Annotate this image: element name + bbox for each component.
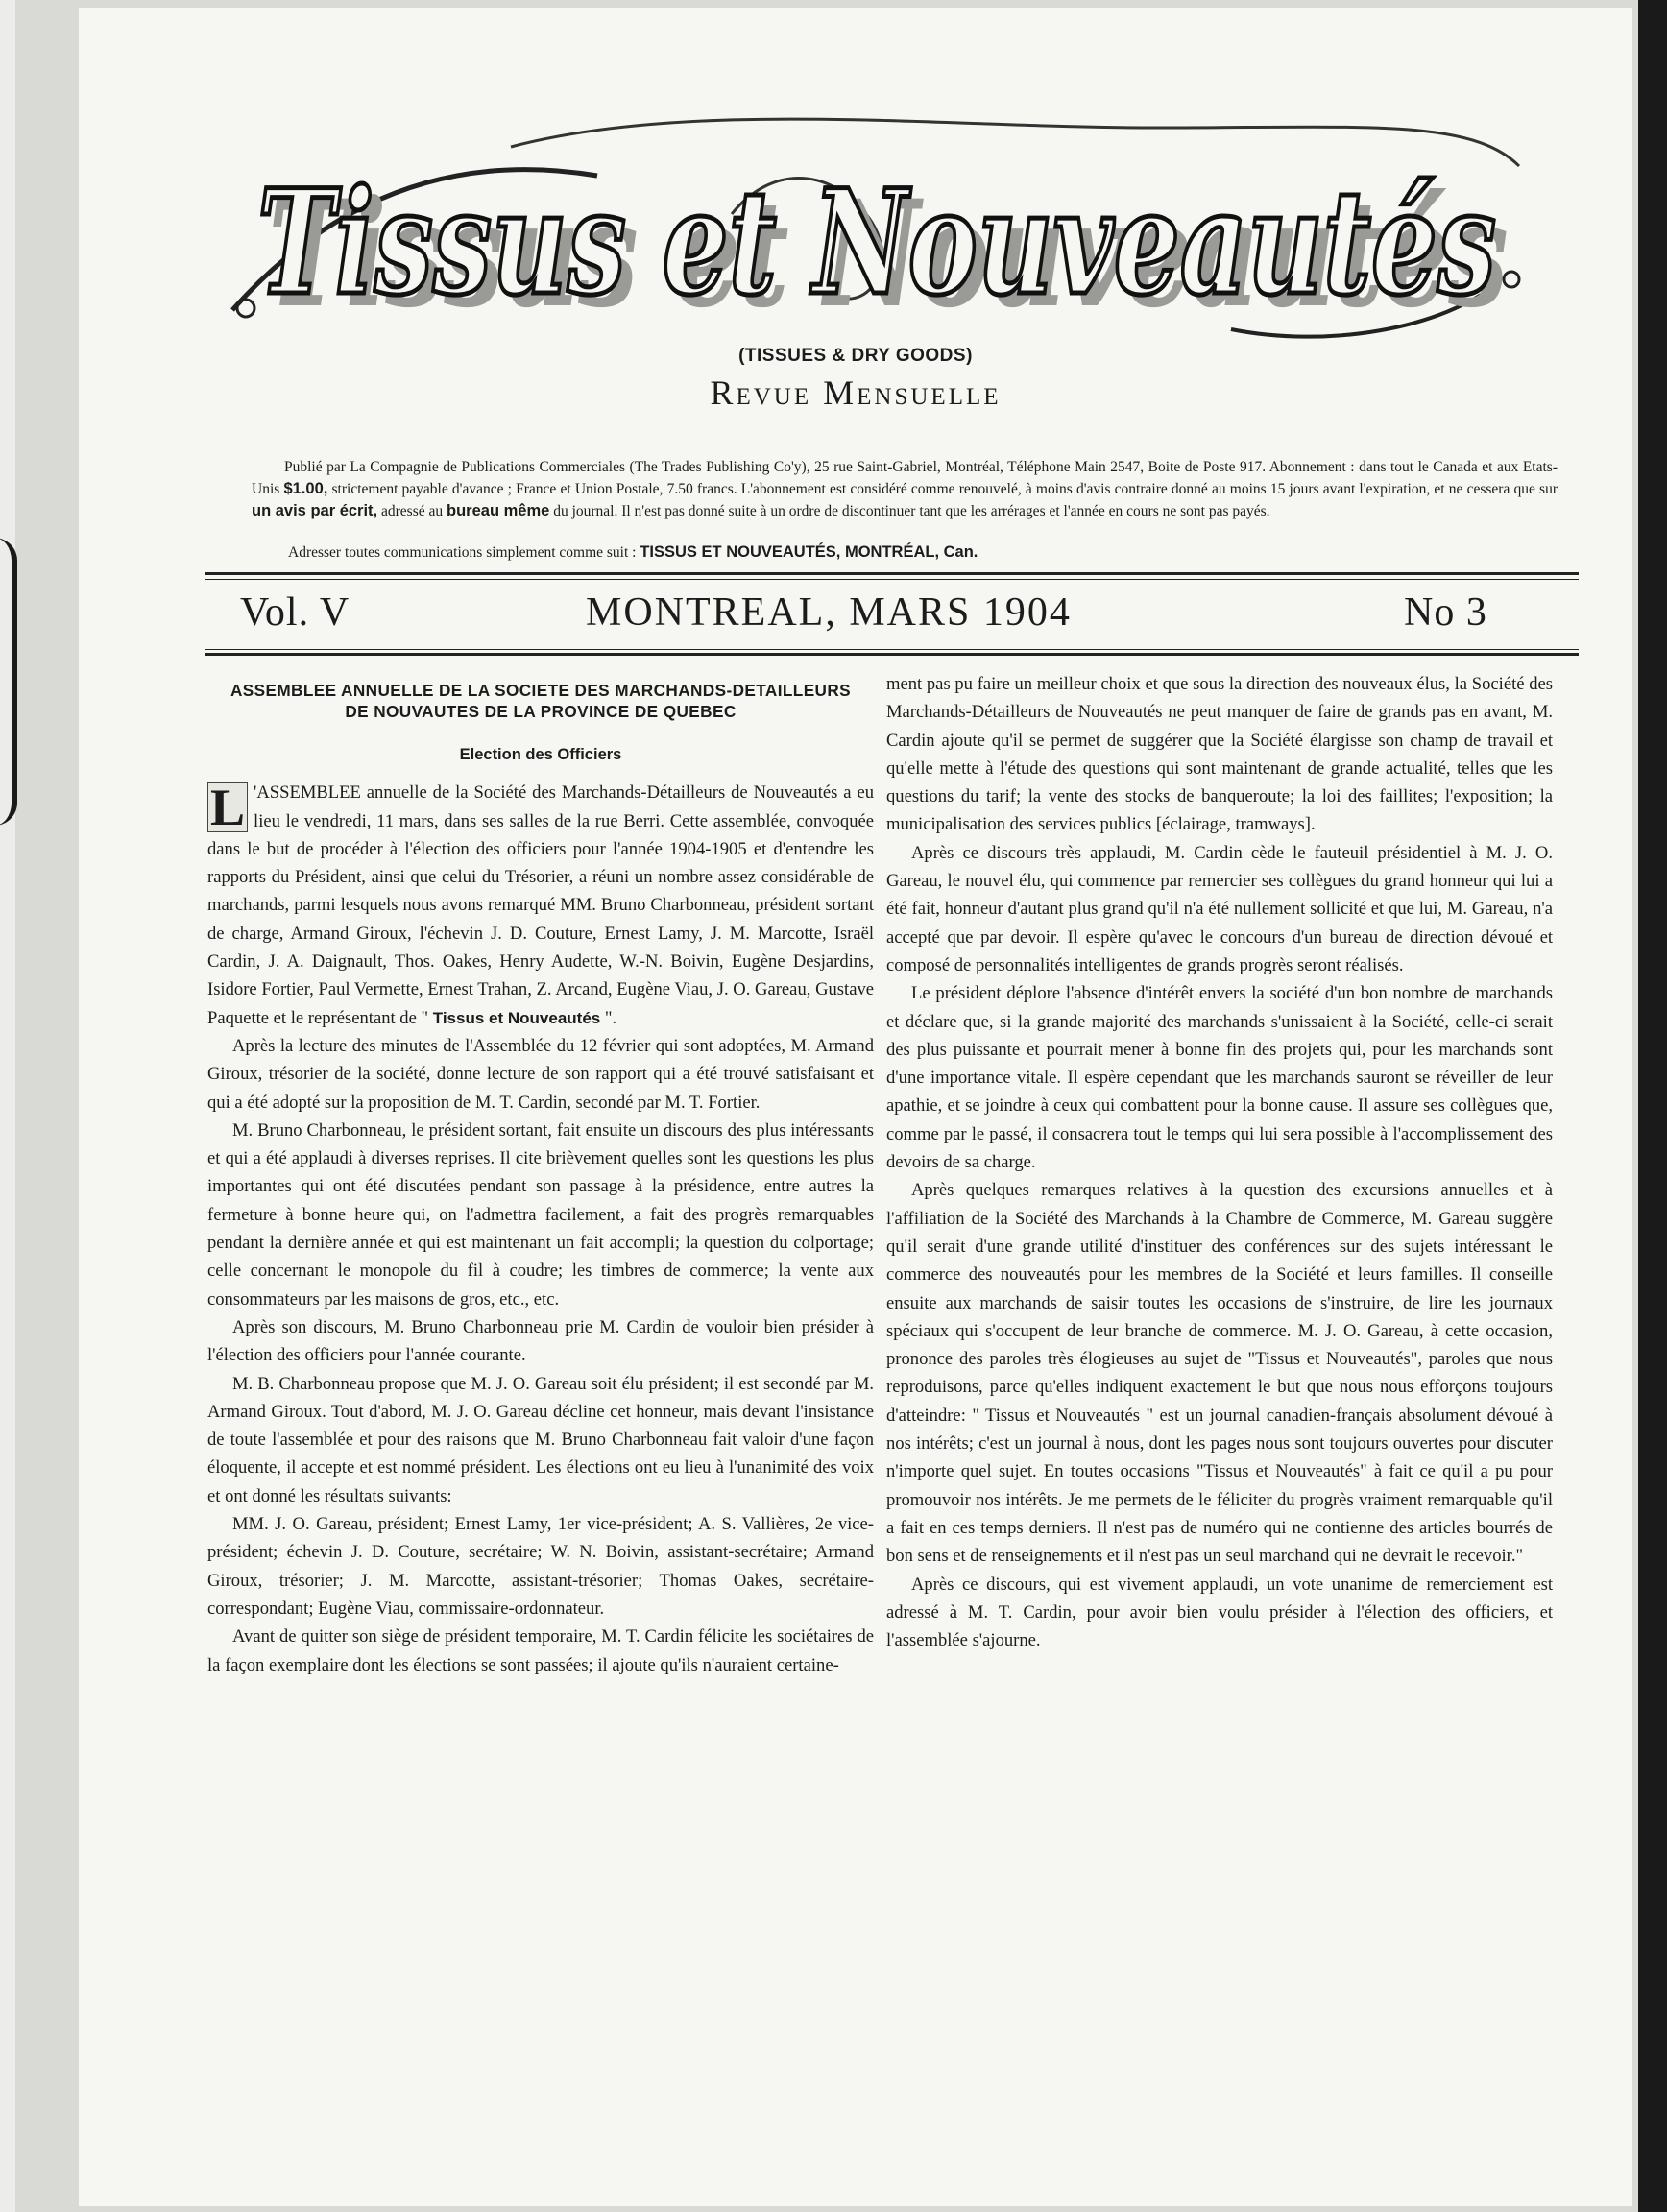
- masthead-title: Tissus et Nouveautés: [257, 158, 1496, 327]
- header-rule: [205, 649, 1579, 650]
- subscription-price: $1.00,: [283, 480, 328, 497]
- article-column-left: [207, 672, 874, 1679]
- header-rule: [205, 572, 1579, 575]
- masthead-revue-mensuelle: Revue Mensuelle: [710, 373, 1002, 412]
- article-paragraph: M. B. Charbonneau propose que M. J. O. Gareau soit élu président; il est secondé par M. Armand Giroux. Tout d'abord, M. J. O. Gareau décline cet honneur, mais devant l'insistance de toute l'assemblée et pour des raisons que M. Bruno Charbonneau fait valoir d'une façon éloquente, il accepte et est nommé président. Les élections ont eu lieu à l'unanimité des voix et ont donné les résultats suivants:: [207, 1373, 874, 1506]
- article-column-right: [886, 670, 1553, 1654]
- article-paragraph: M. Bruno Charbonneau, le président sortant, fait ensuite un discours des plus intéressants et qui a été applaudi à diverses reprises. Il cite brièvement quelles sont les questions les plus importantes qui ont été discutées pendant son passage à la présidence, entre autres la fermeture à bonne heure qui, on l'admettra facilement, a fait des progrès remarquables pendant la dernière année et qui est maintenant un fait accompli; la question du colportage; celle concernant le monopole du fil à coudre; les timbres de commerce; la vente aux consommateurs par les maisons de gros, etc., etc.: [207, 1119, 874, 1310]
- article-paragraph-continued: ment pas pu faire un meilleur choix et que sous la direction des nouveaux élus, la Société des Marchands-Détailleurs de Nouveautés ne peut manquer de faire de grands pas en avant, M. Cardin ajoute qu'il se permet de suggérer que la Société élargisse son champ de travail et qu'elle mette à l'étude des questions qui sont maintenant de grande actualité, telles que les questions du tarif; la vente des stocks de banqueroute; la loi des faillites; l'exposition; la municipalisation des services publics [éclairage, tramways].: [886, 674, 1553, 835]
- masthead-logo: [194, 108, 1558, 358]
- masthead-title-shadow: Tissus et Nouveautés: [269, 170, 1508, 339]
- scan-right-edge: [1638, 0, 1667, 2212]
- newspaper-page: [79, 8, 1632, 2206]
- journal-name: Tissus et Nouveautés: [432, 1008, 601, 1027]
- article-subtitle: Election des Officiers: [459, 746, 622, 763]
- scan-left-edge: [0, 0, 15, 2212]
- article-paragraph: Après la lecture des minutes de l'Assemblée du 12 février qui sont adoptées, M. Armand Giroux, trésorier de la société, donne lecture de son rapport qui a été trouvé satisfaisant et qui a été adopté sur la proposition de M. T. Cardin, secondé par M. T. Fortier.: [207, 1035, 874, 1113]
- issue-number: No 3: [1404, 590, 1487, 635]
- article-paragraph: Après ce discours, qui est vivement applaudi, un vote unanime de remerciement est adressé à M. T. Cardin, pour avoir bien voulu présider à l'élection des officiers, et l'assemblée s'ajourne.: [886, 1574, 1553, 1651]
- address-line: Adresser toutes communications simplement comme suit : TISSUS ET NOUVEAUTÉS, MONTRÉAL, Can.: [288, 543, 978, 561]
- article-title: ASSEMBLEE ANNUELLE DE LA SOCIETE DES MARCHANDS-DETAILLEURS DE NOUVAUTES DE LA PROVINCE DE QUEBEC: [230, 681, 852, 721]
- issue-date: MONTREAL, MARS 1904: [586, 590, 1072, 635]
- notice-emphasis-written: un avis par écrit,: [252, 502, 378, 519]
- article-paragraph: MM. J. O. Gareau, président; Ernest Lamy, 1er vice-président; A. S. Vallières, 2e vice-président; échevin J. D. Couture, secrétaire; W. N. Boivin, assistant-secrétaire; Armand Giroux, trésorier; J. M. Marcotte, assistant-trésorier; Thomas Oakes, secrétaire-correspondant; Eugène Viau, commissaire-ordonnateur.: [207, 1514, 874, 1619]
- postal-address: TISSUS ET NOUVEAUTÉS, MONTRÉAL, Can.: [640, 543, 978, 561]
- article-paragraph: Avant de quitter son siège de président temporaire, M. T. Cardin félicite les sociétaires de la façon exemplaire dont les élections se sont passées; il ajoute qu'ils n'auraient certaine-: [207, 1626, 874, 1675]
- article-paragraph: Après son discours, M. Bruno Charbonneau prie M. Cardin de vouloir bien présider à l'élection des officiers pour l'année courante.: [207, 1316, 874, 1366]
- drop-initial: L: [207, 782, 248, 832]
- article-paragraph: Le président déplore l'absence d'intérêt envers la société d'un bon nombre de marchands et déclare que, si la grande majorité des marchands s'unissaient à la Société, celle-ci serait des plus puissante et pourrait mener à bonne fin des projets qui, pour les marchands sont d'une importance vitale. Il espère cependant que les marchands sauront se réveiller de leur apathie, et se joindre à ceux qui combattent pour la bonne cause. Il assure ses collègues que, comme par le passé, il consacrera tout le temps qui lui sera possible à l'accomplissement des devoirs de sa charge.: [886, 983, 1553, 1173]
- article-paragraph: L 'ASSEMBLEE annuelle de la Société des Marchands-Détailleurs de Nouveautés a eu lieu le vendredi, 11 mars, dans ses salles de la rue Berri. Cette assemblée, convoquée dans le but de procéder à l'élection des officiers pour l'année 1904-1905 et d'entendre les rapports du Président, ainsi que celui du Trésorier, a réuni un nombre assez considérable de marchands, parmi lesquels nous avons remarqué MM. Bruno Charbonneau, président sortant de charge, Armand Giroux, l'échevin J. D. Couture, Ernest Lamy, J. M. Marcotte, Israël Cardin, J. A. Daignault, Thos. Oakes, Henry Audette, W.-N. Boivin, Eugène Desjardins, Isidore Fortier, Paul Vermette, Ernest Trahan, Z. Arcand, Eugène Viau, J. O. Gareau, Gustave Paquette et le représentant de " Tissus et Nouveautés ".: [207, 779, 874, 1028]
- header-rule: [205, 579, 1579, 580]
- header-rule: [205, 653, 1579, 656]
- notice-emphasis-office: bureau même: [447, 502, 550, 519]
- article-paragraph: Après ce discours très applaudi, M. Cardin cède le fauteuil présidentiel à M. J. O. Gareau, le nouvel élu, qui commence par remercier ses collègues du grand honneur qui lui a été fait, honneur d'autant plus grand qu'il n'a été nullement sollicité et que lui, M. Gareau, n'a accepté que par devoir. Il espère qu'avec le concours d'un bureau de direction dévoué et composé de personnalités intelligentes de grands progrès seront réalisés.: [886, 842, 1553, 975]
- issue-volume: Vol. V: [240, 590, 350, 635]
- article-paragraph: Après quelques remarques relatives à la question des excursions annuelles et à l'affiliation de la Société des Marchands à la Chambre de Commerce, M. Gareau suggère qu'il serait d'une grande utilité d'instituer des conférences sur des sujets intéressant le commerce des nouveautés pour les membres de la Société et leurs familles. Il conseille ensuite aux marchands de saisir toutes les occasions de s'instruire, de lire les journaux spéciaux qui s'occupent de leur branche de commerce. M. J. O. Gareau, à cette occasion, prononce des paroles très élogieuses au sujet de "Tissus et Nouveautés", paroles que nous reproduisons, parce qu'elles indiquent exactement le but que nous nous efforçons toujours d'atteindre: " Tissus et Nouveautés " est un journal canadien-français absolument dévoué à nos intérêts; c'est un journal à nous, dont les pages nous sont toujours ouvertes pour discuter n'importe quel sujet. En toutes occasions "Tissus et Nouveautés" à fait ce qu'il a pu pour promouvoir nos intérêts. Je me permets de le féliciter du progrès vraiment remarquable qu'il a fait en ces temps derniers. Il n'est pas de numéro qui ne contienne des articles bourrés de bon sens et de renseignements et il n'est pas un seul marchand qui ne devrait le recevoir.": [886, 1180, 1553, 1567]
- publisher-notice: Publié par La Compagnie de Publications Commerciales (The Trades Publishing Co'y), 25 rue Saint-Gabriel, Montréal, Téléphone Main 2547, Boite de Poste 917. Abonnement : dans tout le Canada et aux Etats-Unis $1.00, strictement payable d'avance ; France et Union Postale, 7.50 francs. L'abonnement est considéré comme renouvelé, à moins d'avis contraire donné au moins 15 jours avant l'expiration, et ne cessera que sur un avis par écrit, adressé au bureau même du journal. Il n'est pas donné suite à un ordre de discontinuer tant que les arrérages et l'année en cours ne sont pas payés.: [252, 459, 1558, 519]
- masthead-subtitle-english: (TISSUES & DRY GOODS): [738, 346, 973, 366]
